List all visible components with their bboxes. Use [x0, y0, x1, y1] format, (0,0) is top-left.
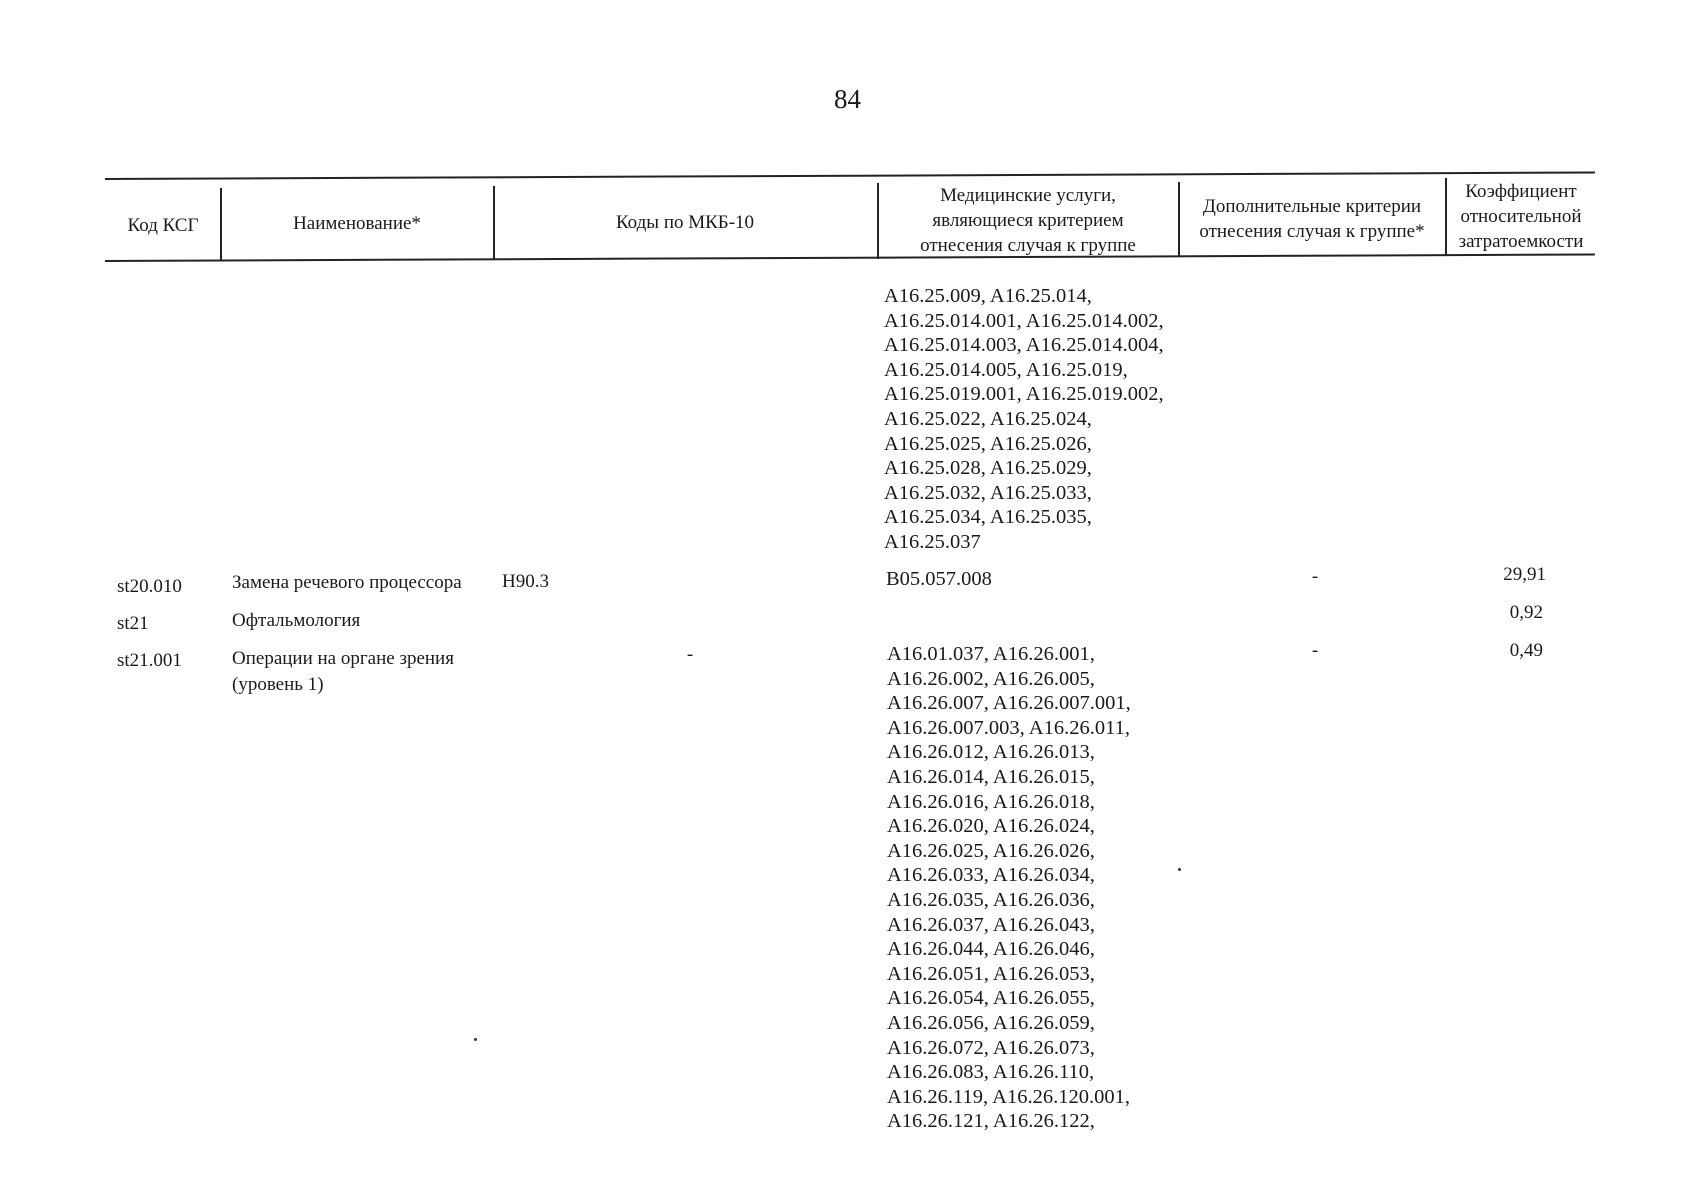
row-name: Замена речевого процессора [232, 572, 462, 593]
header-medical-services: Медицинские услуги, являющиеся критерием отнесения случая к группе [920, 184, 1136, 256]
row-icd-code: - [686, 644, 694, 665]
row-name: Операции на органе зрения (уровень 1) [232, 648, 454, 695]
row-coefficient: 0,49 [1509, 640, 1543, 661]
row-services: A16.01.037, A16.26.001, A16.26.002, A16.26.005, A16.26.007, A16.26.007.001, A16.26.007.003, A16.26.011, A16.26.012, A16.26.013, A16.26.014, A16.26.015, A16.26.016, A16.26.018, A16.26.020, A16.26.024, A16.26.025, A16.26.026, A16.26.033, A16.26.034, A16.26.035, A16.26.036, A16.26.037, A16.26.043, A16.26.044, A16.26.046, A16.26.051, A16.26.053, A16.26.054, A16.26.055, A16.26.056, A16.26.059, A16.26.072, A16.26.073, A16.26.083, A16.26.110, A16.26.119, A16.26.120.001, A16.26.121, A16.26.122, [887, 643, 1131, 1133]
row-criteria: - [1311, 640, 1319, 661]
row-code: st21 [117, 613, 149, 634]
continuation-services: A16.25.009, A16.25.014, A16.25.014.001, A16.25.014.002, A16.25.014.003, A16.25.014.004, A16.25.014.005, A16.25.019, A16.25.019.001, A16.25.019.002, A16.25.022, A16.25.024, A16.25.025, A16.25.026, A16.25.028, A16.25.029, A16.25.032, A16.25.033, A16.25.034, A16.25.035, A16.25.037 [884, 285, 1164, 553]
table-top-rule [105, 171, 1595, 180]
scan-speck [474, 1038, 477, 1041]
row-icd-code: H90.3 [502, 571, 549, 592]
row-code: st20.010 [117, 576, 182, 597]
row-coefficient: 0,92 [1509, 602, 1543, 623]
page-number: 84 [834, 84, 861, 114]
row-name: Офтальмология [232, 610, 361, 631]
header-cost-coefficient: Коэффициент относительной затратоемкости [1458, 180, 1584, 252]
header-icd10-codes: Коды по МКБ-10 [615, 211, 755, 233]
header-ksg-code: Код КСГ [127, 214, 199, 236]
row-criteria: - [1311, 566, 1319, 587]
row-code: st21.001 [117, 650, 182, 671]
header-additional-criteria: Дополнительные критерии отнесения случая к группе* [1199, 196, 1425, 242]
header-name: Наименование* [293, 213, 421, 234]
scan-speck [1178, 868, 1181, 871]
row-services: B05.057.008 [886, 568, 992, 590]
row-coefficient: 29,91 [1503, 564, 1546, 585]
